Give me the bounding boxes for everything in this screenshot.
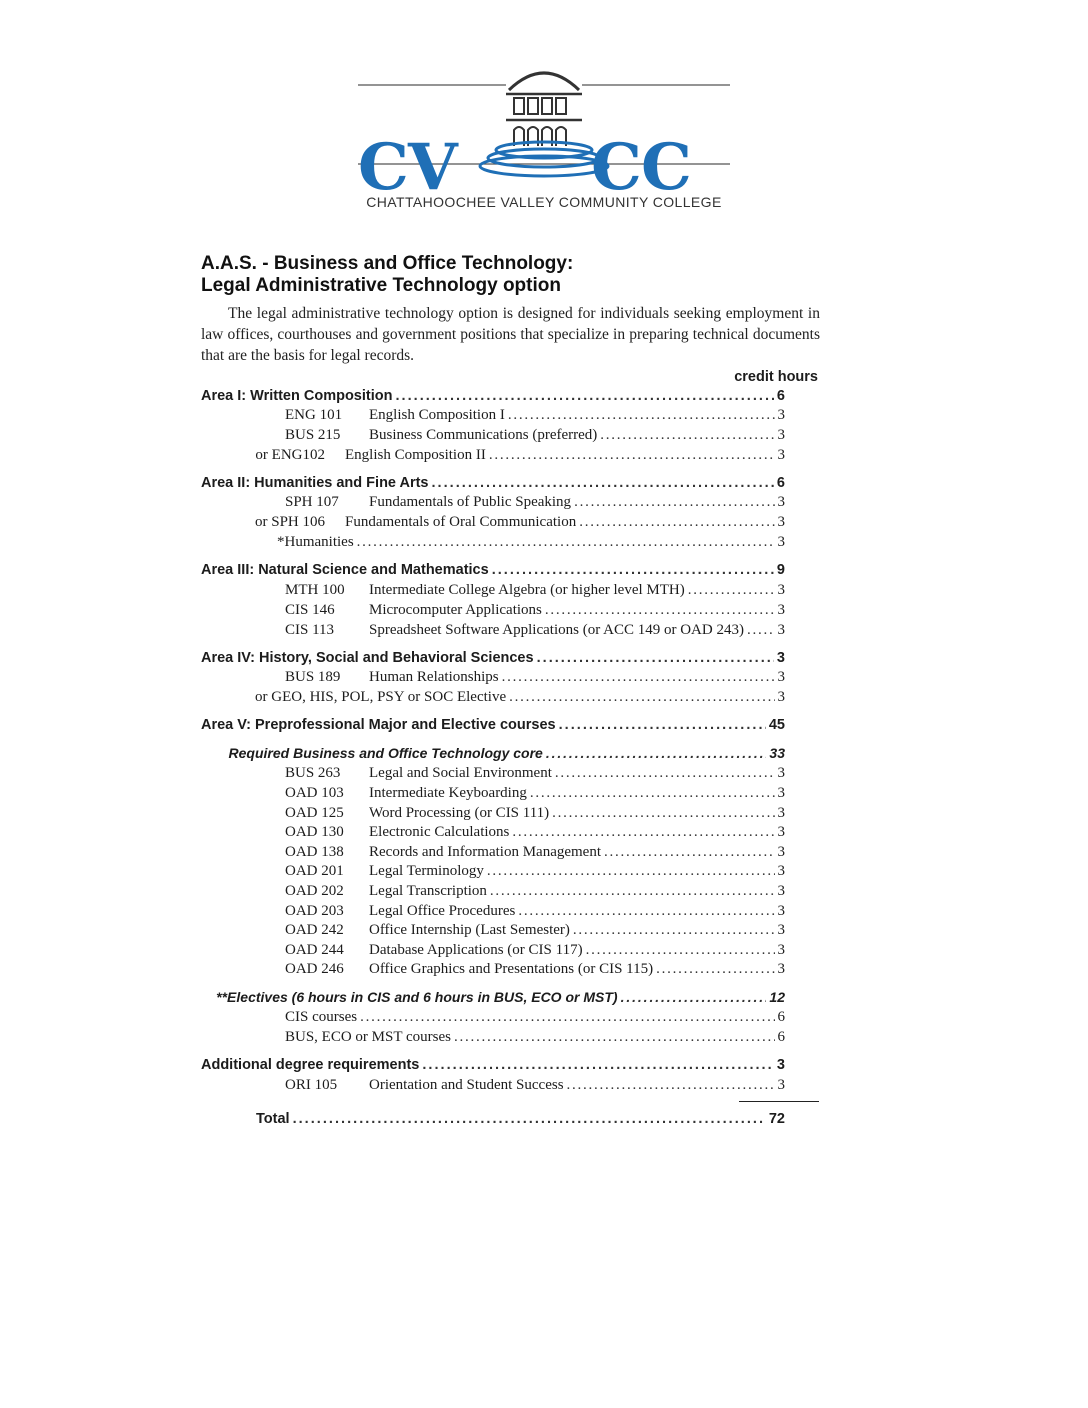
row-label: Microcomputer Applications bbox=[369, 602, 542, 618]
row-label: Legal and Social Environment bbox=[369, 765, 552, 781]
course-row bbox=[201, 922, 785, 942]
credit-value: 6 bbox=[777, 1029, 785, 1045]
row-label: Additional degree requirements bbox=[201, 1057, 420, 1073]
course-code: OAD 201 bbox=[285, 863, 344, 879]
course-row bbox=[201, 622, 785, 642]
credit-value: 3 bbox=[777, 883, 785, 899]
dot-leader bbox=[487, 863, 775, 880]
dot-leader bbox=[357, 534, 775, 551]
row-label: **Electives (6 hours in CIS and 6 hours in BUS, ECO or MST) bbox=[216, 989, 618, 1005]
dot-leader bbox=[600, 427, 774, 444]
course-code: OAD 246 bbox=[285, 961, 344, 977]
row-label: CIS courses bbox=[285, 1009, 358, 1025]
row-label: or GEO, HIS, POL, PSY or SOC Elective bbox=[255, 689, 507, 705]
course-row bbox=[201, 883, 785, 903]
credit-value: 3 bbox=[777, 622, 785, 638]
credit-value: 3 bbox=[777, 602, 785, 618]
course-row bbox=[201, 534, 785, 554]
row-label: Spreadsheet Software Applications (or ACC 149 or OAD 243) bbox=[369, 622, 744, 638]
dot-leader bbox=[552, 805, 774, 822]
row-label: Area I: Written Composition bbox=[201, 388, 393, 404]
course-code: BUS 263 bbox=[285, 765, 341, 781]
credit-value: 6 bbox=[776, 388, 785, 404]
row-label: Word Processing (or CIS 111) bbox=[369, 805, 550, 821]
dot-leader bbox=[586, 942, 775, 959]
dot-leader bbox=[555, 765, 775, 782]
dot-leader bbox=[512, 824, 774, 841]
course-code: CIS 113 bbox=[285, 622, 335, 638]
dot-leader bbox=[508, 407, 775, 424]
dot-leader bbox=[656, 961, 774, 978]
course-code: ORI 105 bbox=[285, 1077, 338, 1093]
row-label: Legal Transcription bbox=[369, 883, 487, 899]
course-code: OAD 130 bbox=[285, 824, 344, 840]
course-row bbox=[201, 602, 785, 622]
course-code: or ENG102 bbox=[255, 447, 325, 463]
row-label: Electronic Calculations bbox=[369, 824, 510, 840]
dot-leader bbox=[431, 475, 773, 491]
dot-leader bbox=[490, 883, 775, 900]
row-label: Business Communications (preferred) bbox=[369, 427, 598, 443]
college-name: CHATTAHOOCHEE VALLEY COMMUNITY COLLEGE bbox=[366, 194, 722, 210]
course-code: OAD 203 bbox=[285, 903, 344, 919]
credit-value: 3 bbox=[777, 669, 785, 685]
row-label: Orientation and Student Success bbox=[369, 1077, 564, 1093]
row-label: Intermediate College Algebra (or higher level MTH) bbox=[369, 582, 685, 598]
credit-value: 3 bbox=[777, 863, 785, 879]
row-label: Office Graphics and Presentations (or CIS 115) bbox=[369, 961, 654, 977]
credit-value: 3 bbox=[776, 1057, 785, 1073]
row-label: Human Relationships bbox=[369, 669, 499, 685]
title-line-1: A.A.S. - Business and Office Technology: bbox=[201, 253, 574, 274]
credit-value: 12 bbox=[769, 989, 785, 1005]
dot-leader bbox=[537, 650, 774, 666]
dot-leader bbox=[502, 669, 775, 686]
course-code: BUS 215 bbox=[285, 427, 341, 443]
course-row bbox=[201, 824, 785, 844]
credit-value: 3 bbox=[776, 650, 785, 666]
course-row bbox=[201, 494, 785, 514]
credit-value: 6 bbox=[776, 475, 785, 491]
credit-hours-header: credit hours bbox=[734, 369, 818, 385]
credit-value: 3 bbox=[777, 805, 785, 821]
credit-value: 9 bbox=[776, 562, 785, 578]
course-row bbox=[201, 1009, 785, 1029]
credit-value: 3 bbox=[777, 534, 785, 550]
course-row bbox=[201, 785, 785, 805]
page-title bbox=[201, 253, 821, 297]
dot-leader bbox=[492, 562, 774, 578]
course-row bbox=[201, 427, 785, 447]
subsection-row bbox=[201, 989, 785, 1009]
credit-value: 33 bbox=[769, 745, 785, 761]
row-label: Total bbox=[256, 1111, 290, 1127]
course-row bbox=[201, 407, 785, 427]
credit-value: 3 bbox=[777, 785, 785, 801]
area-row bbox=[201, 475, 785, 495]
course-row bbox=[201, 765, 785, 785]
course-code: MTH 100 bbox=[285, 582, 345, 598]
area-row bbox=[201, 650, 785, 670]
course-code: CIS 146 bbox=[285, 602, 335, 618]
dot-leader bbox=[546, 745, 767, 761]
row-label: Records and Information Management bbox=[369, 844, 602, 860]
credit-value: 3 bbox=[777, 942, 785, 958]
row-label: English Composition I bbox=[369, 407, 505, 423]
credit-value: 3 bbox=[777, 844, 785, 860]
dot-leader bbox=[395, 388, 773, 404]
credit-value: 3 bbox=[777, 514, 785, 530]
row-label: Area IV: History, Social and Behavioral Sciences bbox=[201, 650, 534, 666]
dot-leader bbox=[422, 1057, 774, 1073]
dot-leader bbox=[530, 785, 775, 802]
row-label: Area II: Humanities and Fine Arts bbox=[201, 475, 429, 491]
course-code: ENG 101 bbox=[285, 407, 343, 423]
row-label: Intermediate Keyboarding bbox=[369, 785, 527, 801]
total-rule bbox=[739, 1101, 819, 1102]
credit-value: 3 bbox=[777, 765, 785, 781]
row-label: English Composition II bbox=[345, 447, 486, 463]
row-label: *Humanities bbox=[277, 534, 354, 550]
course-code: OAD 125 bbox=[285, 805, 344, 821]
dot-leader bbox=[604, 844, 774, 861]
credit-value: 6 bbox=[777, 1009, 785, 1025]
course-row bbox=[201, 942, 785, 962]
dot-leader bbox=[579, 514, 774, 531]
course-row bbox=[201, 844, 785, 864]
credit-value: 3 bbox=[777, 494, 785, 510]
credit-value: 3 bbox=[777, 903, 785, 919]
row-label: Fundamentals of Public Speaking bbox=[369, 494, 572, 510]
course-code: OAD 242 bbox=[285, 922, 344, 938]
row-label: Fundamentals of Oral Communication bbox=[345, 514, 577, 530]
row-label: BUS, ECO or MST courses bbox=[285, 1029, 451, 1045]
credit-value: 3 bbox=[777, 922, 785, 938]
course-code: OAD 103 bbox=[285, 785, 344, 801]
credit-value: 3 bbox=[777, 427, 785, 443]
course-row bbox=[201, 447, 785, 467]
college-logo bbox=[356, 58, 732, 218]
dot-leader bbox=[747, 622, 775, 639]
dot-leader bbox=[559, 717, 766, 733]
credit-value: 3 bbox=[777, 689, 785, 705]
course-row bbox=[201, 961, 785, 981]
row-label: Area III: Natural Science and Mathematics bbox=[201, 562, 489, 578]
row-label: Database Applications (or CIS 117) bbox=[369, 942, 583, 958]
course-row bbox=[201, 514, 785, 534]
credit-value: 3 bbox=[777, 447, 785, 463]
area-row bbox=[201, 1111, 785, 1131]
area-row bbox=[201, 562, 785, 582]
title-line-2: Legal Administrative Technology option bbox=[201, 275, 561, 296]
course-row bbox=[201, 1077, 785, 1097]
dot-leader bbox=[688, 582, 775, 599]
dot-leader bbox=[621, 989, 767, 1005]
dot-leader bbox=[360, 1009, 774, 1026]
dot-leader bbox=[573, 922, 775, 939]
row-label: Area V: Preprofessional Major and Elective courses bbox=[201, 717, 556, 733]
dot-leader bbox=[574, 494, 774, 511]
dot-leader bbox=[509, 689, 774, 706]
credit-value: 3 bbox=[777, 1077, 785, 1093]
subsection-row bbox=[201, 745, 785, 765]
area-row bbox=[201, 717, 785, 737]
course-row bbox=[201, 903, 785, 923]
credit-value: 3 bbox=[777, 582, 785, 598]
course-row bbox=[201, 669, 785, 689]
logo-text-right: CC bbox=[591, 130, 691, 205]
row-label: Office Internship (Last Semester) bbox=[369, 922, 570, 938]
credit-value: 72 bbox=[768, 1111, 785, 1127]
row-label: Legal Office Procedures bbox=[369, 903, 516, 919]
credit-value: 3 bbox=[777, 961, 785, 977]
credit-value: 3 bbox=[777, 407, 785, 423]
course-code: OAD 202 bbox=[285, 883, 344, 899]
row-label: Legal Terminology bbox=[369, 863, 484, 879]
dot-leader bbox=[567, 1077, 775, 1094]
dot-leader bbox=[545, 602, 775, 619]
course-row bbox=[201, 582, 785, 602]
dot-leader bbox=[454, 1029, 775, 1046]
course-row bbox=[201, 805, 785, 825]
course-code: SPH 107 bbox=[285, 494, 339, 510]
dot-leader bbox=[293, 1111, 766, 1127]
area-row bbox=[201, 388, 785, 408]
course-row bbox=[201, 1029, 785, 1049]
course-row bbox=[201, 689, 785, 709]
credit-value: 45 bbox=[768, 717, 785, 733]
course-row bbox=[201, 863, 785, 883]
dot-leader bbox=[489, 447, 775, 464]
course-code: BUS 189 bbox=[285, 669, 341, 685]
course-code: OAD 138 bbox=[285, 844, 344, 860]
course-code: OAD 244 bbox=[285, 942, 344, 958]
program-description: The legal administrative technology option is designed for individuals seeking employment in law offices, courthouses and government positions that specialize in preparing technical documents that are the basis for legal records. bbox=[201, 305, 820, 364]
logo-text-left: CV bbox=[358, 130, 457, 205]
credit-value: 3 bbox=[777, 824, 785, 840]
course-code: or SPH 106 bbox=[254, 514, 325, 530]
area-row bbox=[201, 1057, 785, 1077]
dot-leader bbox=[518, 903, 774, 920]
row-label: Required Business and Office Technology core bbox=[228, 745, 543, 761]
